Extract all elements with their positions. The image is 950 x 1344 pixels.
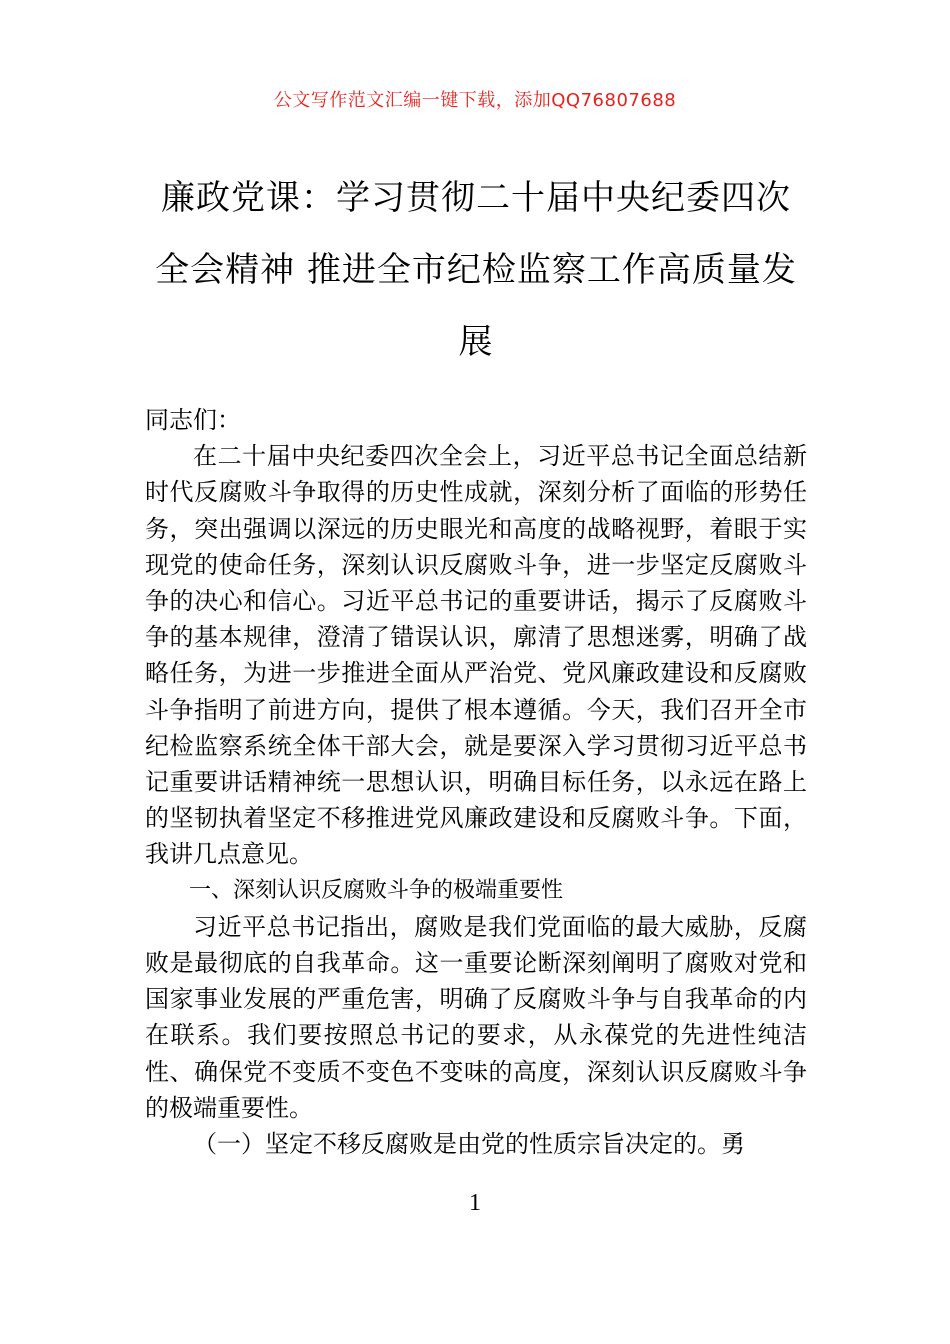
section-heading: 一、深刻认识反腐败斗争的极端重要性 [189, 877, 564, 903]
paragraph-subsection-one: （一）坚定不移反腐败是由党的性质宗旨决定的。勇 [193, 1130, 745, 1159]
page-number: 1 [469, 1190, 481, 1216]
salutation: 同志们： [145, 406, 241, 434]
document-title: 廉政党课：学习贯彻二十届中央纪委四次全会精神 推进全市纪检监察工作高质量发展 [155, 178, 797, 362]
paragraph-section-one: 习近平总书记指出，腐败是我们党面临的最大威胁，反腐败是最彻底的自我革命。这一重要论断深刻阐明了腐败对党和国家事业发展的严重危害，明确了反腐败斗争与自我革命的内在联系。我们要按照总书记的要求，从永葆党的先进性纯洁性、确保党不变质不变色不变味的高度，深刻认识反腐败斗争的极端重要性。 [145, 912, 807, 1122]
download-banner: 公文写作范文汇编一键下载，添加QQ76807688 [273, 90, 677, 111]
document-body [145, 402, 807, 1162]
paragraph-intro: 在二十届中央纪委四次全会上，习近平总书记全面总结新时代反腐败斗争取得的历史性成就，深刻分析了面临的形势任务，突出强调以深远的历史眼光和高度的战略视野，着眼于实现党的使命任务，深刻认识反腐败斗争，进一步坚定反腐败斗争的决心和信心。习近平总书记的重要讲话，揭示了反腐败斗争的基本规律，澄清了错误认识，廓清了思想迷雾，明确了战略任务，为进一步推进全面从严治党、党风廉政建设和反腐败斗争指明了前进方向，提供了根本遵循。今天，我们召开全市纪检监察系统全体干部大会，就是要深入学习贯彻习近平总书记重要讲话精神统一思想认识，明确目标任务，以永远在路上的坚韧执着坚定不移推进党风廉政建设和反腐败斗争。下面，我讲几点意见。 [145, 442, 807, 869]
